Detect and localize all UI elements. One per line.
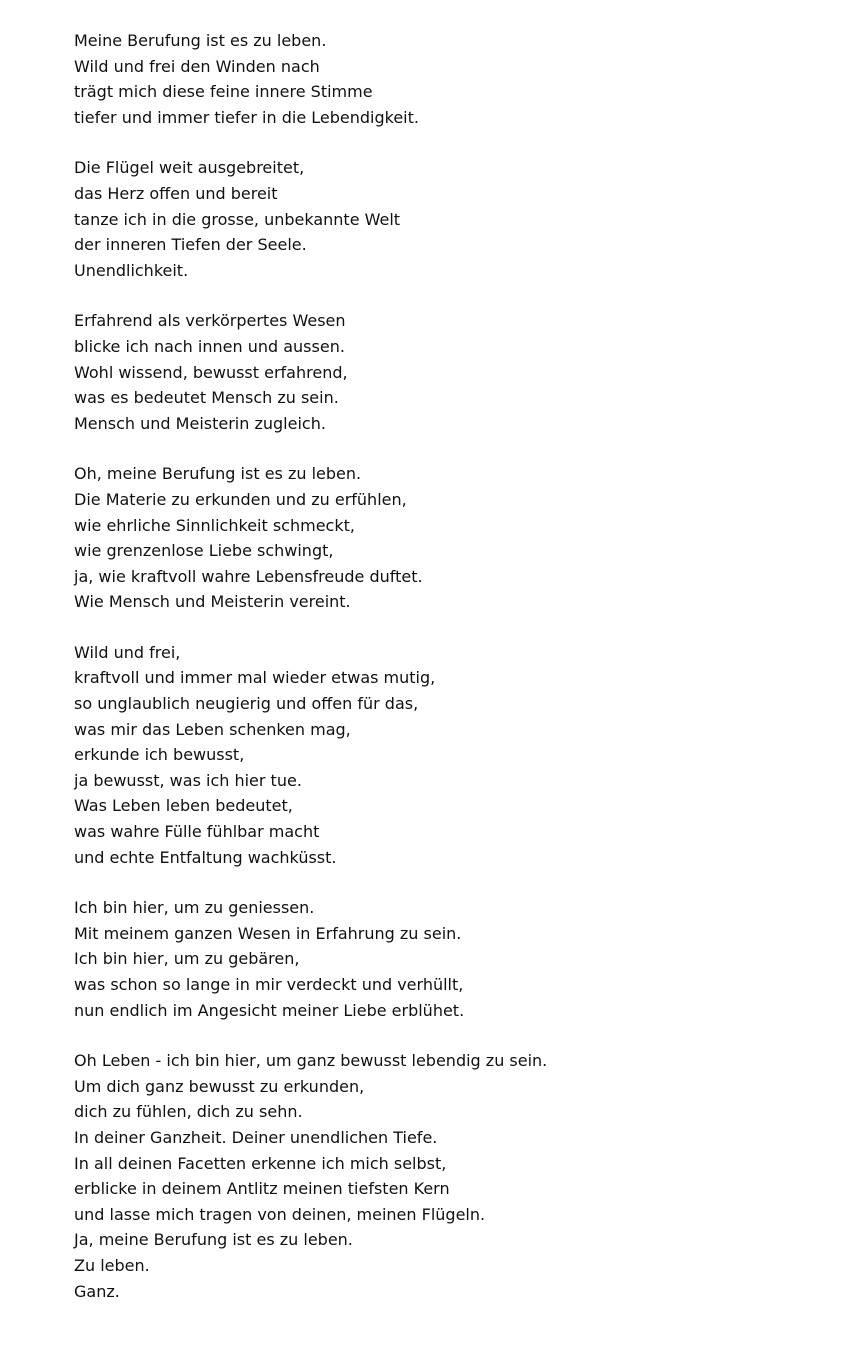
- poem-line: Wild und frei,: [74, 642, 181, 662]
- poem-line: Um dich ganz bewusst zu erkunden,: [74, 1076, 365, 1096]
- poem-line: Die Materie zu erkunden und zu erfühlen,: [74, 489, 407, 509]
- poem-line: kraftvoll und immer mal wieder etwas mutig,: [74, 668, 436, 688]
- poem-line: und echte Entfaltung wachküsst.: [74, 847, 337, 867]
- poem-line: In deiner Ganzheit. Deiner unendlichen Tiefe.: [74, 1127, 438, 1147]
- stanza-6: [74, 895, 814, 1023]
- poem-line: Wie Mensch und Meisterin vereint.: [74, 592, 351, 612]
- poem-line: Ja, meine Berufung ist es zu leben.: [74, 1230, 353, 1250]
- poem-line: Wild und frei den Winden nach: [74, 56, 320, 76]
- stanza-5: [74, 640, 814, 870]
- poem-document: [74, 28, 814, 1329]
- poem-line: Ich bin hier, um zu gebären,: [74, 949, 300, 969]
- stanza-2: [74, 155, 814, 283]
- poem-line: Mensch und Meisterin zugleich.: [74, 413, 326, 433]
- poem-line: Oh Leben - ich bin hier, um ganz bewusst lebendig zu sein.: [74, 1051, 548, 1071]
- poem-line: erkunde ich bewusst,: [74, 745, 245, 765]
- poem-line: was mir das Leben schenken mag,: [74, 719, 351, 739]
- poem-line: tanze ich in die grosse, unbekannte Welt: [74, 209, 401, 229]
- poem-line: Die Flügel weit ausgebreitet,: [74, 158, 305, 178]
- poem-line: tiefer und immer tiefer in die Lebendigkeit.: [74, 107, 419, 127]
- stanza-3: [74, 308, 814, 436]
- stanza-4: [74, 461, 814, 615]
- poem-line: nun endlich im Angesicht meiner Liebe erblühet.: [74, 1000, 465, 1020]
- poem-line: ja bewusst, was ich hier tue.: [74, 770, 302, 790]
- poem-line: Oh, meine Berufung ist es zu leben.: [74, 464, 362, 484]
- poem-line: was es bedeutet Mensch zu sein.: [74, 388, 339, 408]
- poem-line: In all deinen Facetten erkenne ich mich selbst,: [74, 1153, 447, 1173]
- poem-line: dich zu fühlen, dich zu sehn.: [74, 1102, 303, 1122]
- stanza-1: [74, 28, 814, 130]
- poem-line: und lasse mich tragen von deinen, meinen Flügeln.: [74, 1204, 486, 1224]
- poem-line: Ganz.: [74, 1281, 120, 1301]
- poem-line: Mit meinem ganzen Wesen in Erfahrung zu sein.: [74, 923, 462, 943]
- poem-line: Unendlichkeit.: [74, 260, 189, 280]
- poem-line: der inneren Tiefen der Seele.: [74, 235, 307, 255]
- poem-line: Ich bin hier, um zu geniessen.: [74, 898, 315, 918]
- poem-line: Meine Berufung ist es zu leben.: [74, 31, 327, 50]
- poem-line: wie ehrliche Sinnlichkeit schmeckt,: [74, 515, 355, 535]
- poem-line: trägt mich diese feine innere Stimme: [74, 82, 373, 102]
- poem-line: was wahre Fülle fühlbar macht: [74, 822, 320, 842]
- poem-line: so unglaublich neugierig und offen für das,: [74, 694, 419, 714]
- poem-line: das Herz offen und bereit: [74, 183, 278, 203]
- poem-line: Was Leben leben bedeutet,: [74, 796, 293, 816]
- stanza-7: [74, 1048, 814, 1304]
- poem-line: Erfahrend als verkörpertes Wesen: [74, 311, 346, 331]
- poem-line: wie grenzenlose Liebe schwingt,: [74, 541, 334, 561]
- poem-line: erblicke in deinem Antlitz meinen tiefsten Kern: [74, 1179, 450, 1199]
- poem-line: ja, wie kraftvoll wahre Lebensfreude duftet.: [74, 566, 423, 586]
- poem-line: Wohl wissend, bewusst erfahrend,: [74, 362, 348, 382]
- poem-line: was schon so lange in mir verdeckt und verhüllt,: [74, 975, 464, 994]
- poem-line: Zu leben.: [74, 1255, 150, 1275]
- poem-line: blicke ich nach innen und aussen.: [74, 336, 345, 356]
